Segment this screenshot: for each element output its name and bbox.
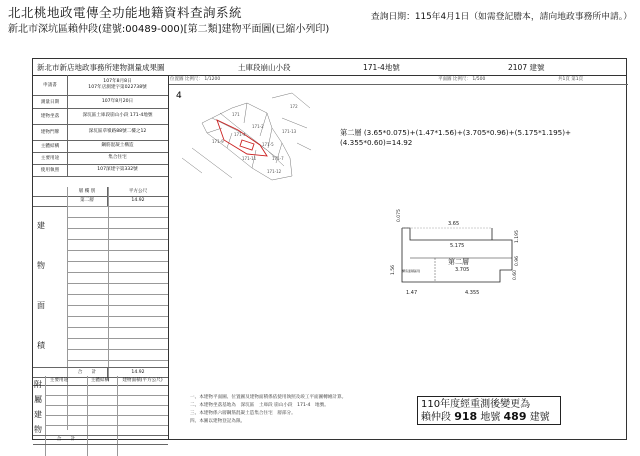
area-col-sqm: 平方公尺 bbox=[128, 188, 148, 194]
note-line: 二、本建物坐落基地為 深坑區 土庫段 崩山小段 171-4 地號。 bbox=[190, 403, 329, 408]
area-value: 14.92 bbox=[131, 198, 145, 203]
info-row bbox=[33, 164, 168, 177]
grid-line bbox=[67, 294, 168, 295]
grid-line bbox=[67, 239, 168, 240]
note-line: 三、本建物係六層鋼筋混凝土造集合住宅 層部分。 bbox=[190, 411, 296, 416]
sub-col-use: 主要用途 bbox=[49, 377, 69, 383]
parcel-label: 171-5 bbox=[262, 142, 274, 147]
change-line2-lot: 地號 bbox=[480, 412, 501, 423]
vertical-sub-char: 建 bbox=[34, 410, 42, 419]
floor-plan bbox=[380, 200, 540, 300]
location-scale: 位置圖 比例尺： 1/1200 bbox=[170, 77, 221, 82]
info-table bbox=[33, 75, 169, 442]
vertical-sub-char: 屬 bbox=[34, 395, 42, 404]
area-formula: 第二層 (3.65*0.075)+(1.47*1.56)+(3.705*0.96)+(5.175*1.195)+(4.355*0.60)=14.92 bbox=[340, 128, 572, 147]
info-row bbox=[33, 95, 168, 109]
grid-line bbox=[67, 261, 168, 262]
plan-floor-label: 第二層 bbox=[448, 258, 469, 266]
change-new-lot: 918 bbox=[454, 410, 478, 423]
info-row-value: 107深建字第332號 bbox=[97, 167, 138, 172]
grid-line bbox=[45, 395, 168, 396]
grid-line bbox=[67, 228, 168, 229]
info-row-label: 申請書 bbox=[33, 75, 68, 95]
change-notice-box bbox=[417, 396, 561, 425]
grid-line bbox=[67, 316, 168, 317]
parcel-label: 171-7 bbox=[272, 156, 284, 161]
info-row bbox=[33, 75, 168, 96]
page-subtitle: 新北市深坑區賴仲段(建號:00489-000)[第二類]建物平面圖(已縮小列印) bbox=[8, 24, 330, 35]
grid-line bbox=[67, 206, 168, 207]
total-label: 合 計 bbox=[67, 368, 108, 377]
info-row bbox=[33, 124, 168, 141]
plan-dimension: 1.195 bbox=[515, 230, 520, 243]
vertical-sub-char: 附 bbox=[34, 380, 42, 389]
plan-scale: 平面圖 比例尺： 1/500 bbox=[438, 77, 486, 82]
grid-line bbox=[67, 217, 168, 218]
grid-line bbox=[45, 405, 168, 406]
info-row-label: 測量日期 bbox=[33, 95, 68, 108]
grid-line bbox=[67, 360, 168, 361]
change-new-building: 489 bbox=[503, 410, 527, 423]
parcel-label: 171-13 bbox=[282, 129, 297, 134]
plan-dimension: 1.56 bbox=[391, 264, 396, 275]
grid-line bbox=[67, 283, 168, 284]
vertical-sub-char: 物 bbox=[34, 425, 42, 434]
parcel-label: 172 bbox=[290, 104, 298, 109]
info-row-label: 主要用途 bbox=[33, 152, 68, 164]
info-row-value: 鋼筋混凝土構造 bbox=[101, 143, 134, 148]
sub-total-row bbox=[33, 435, 168, 445]
scale-row bbox=[168, 75, 628, 85]
north-arrow-icon: 4 bbox=[176, 91, 182, 101]
note-line: 一、本建物平面圖、位置圖及建物面積係依使用執照及竣工平面圖轉繪計算。 bbox=[190, 395, 347, 400]
info-row-value: 深坑區土庫段崩山小段 171-4地號 bbox=[82, 113, 153, 118]
location-map bbox=[172, 88, 312, 188]
note-line: 四、本圖以建物登記為限。 bbox=[190, 419, 246, 424]
grid-line bbox=[45, 415, 168, 416]
grid-line bbox=[67, 305, 168, 306]
plan-dimension: 4.355 bbox=[465, 290, 480, 296]
total-value: 14.92 bbox=[131, 369, 145, 375]
parcel-label: 171-11 bbox=[242, 156, 257, 161]
info-row-label: 使用執照 bbox=[33, 164, 68, 176]
grid-line bbox=[67, 272, 168, 273]
sub-header-row bbox=[33, 376, 168, 386]
sheet-count: 共1頁 第1頁 bbox=[558, 77, 584, 82]
vertical-label-char: 面 bbox=[37, 301, 45, 310]
building-number: 2107 建號 bbox=[508, 63, 545, 72]
vertical-label-char: 積 bbox=[37, 341, 45, 350]
lot-number: 171-4地號 bbox=[363, 63, 400, 72]
plan-dimension: 0.075 bbox=[397, 209, 402, 222]
plan-dimension: 0.60 bbox=[513, 269, 518, 280]
info-row-label: 建物坐落 bbox=[33, 108, 68, 124]
info-row bbox=[33, 108, 168, 125]
plan-dimension: 0.96 bbox=[515, 255, 520, 266]
parcel-label: 171-4 bbox=[234, 132, 246, 137]
plan-dimension: 1.47 bbox=[406, 290, 418, 296]
sub-col-structure: 主體結構 bbox=[90, 377, 110, 383]
plan-small-label: 構造面積區別 bbox=[402, 269, 421, 273]
query-date: 查詢日期：115年4月1日（如需登記謄本，請向地政事務所申請。） bbox=[370, 12, 632, 22]
grid-line bbox=[67, 349, 168, 350]
parcel-label: 171-9 bbox=[212, 139, 224, 144]
plan-dimension: 3.65 bbox=[448, 221, 460, 227]
plan-dimension: 3.705 bbox=[455, 267, 470, 273]
sheet-header bbox=[33, 59, 626, 76]
area-col-floor: 層 樓 別 bbox=[67, 187, 108, 196]
vertical-label-char: 建 bbox=[37, 221, 45, 230]
info-row-label: 建物門牌 bbox=[33, 124, 68, 140]
plan-dimension: 5.175 bbox=[450, 243, 465, 249]
change-line1: 110年度經重測後變更為 bbox=[421, 399, 531, 410]
change-line2-prefix: 賴仲段 bbox=[421, 412, 451, 423]
notes-block bbox=[190, 394, 346, 426]
info-row-label: 主體結構 bbox=[33, 140, 68, 152]
grid-line bbox=[67, 250, 168, 251]
parcel-label: 171-12 bbox=[267, 169, 282, 174]
section-name: 土庫段崩山小段 bbox=[238, 63, 291, 72]
office-title: 新北市新店地政事務所建物測量成果圖 bbox=[37, 63, 165, 72]
info-row-value: 107年8月20日 bbox=[101, 98, 134, 104]
vertical-label-char: 物 bbox=[37, 261, 45, 270]
grid-line bbox=[67, 338, 168, 339]
grid-line bbox=[67, 327, 168, 328]
grid-line bbox=[45, 425, 168, 426]
change-line2-building: 建號 bbox=[529, 412, 550, 423]
info-row-value: 107年8月8日 107年店測建字第022738號 bbox=[88, 79, 147, 90]
page-title: 北北桃地政電傳全功能地籍資料查詢系統 bbox=[8, 5, 243, 20]
area-floor: 第二層 bbox=[67, 196, 108, 206]
parcel-label: 171 bbox=[232, 112, 240, 117]
sub-col-area: 建物面積(平方公尺) bbox=[122, 377, 163, 383]
parcel-label: 171-2 bbox=[252, 124, 264, 129]
info-row-value: 集合住宅 bbox=[108, 155, 127, 160]
info-row-value: 深坑區草嶺路88號二樓之12 bbox=[88, 129, 147, 134]
sub-total-label: 合 計 bbox=[56, 437, 76, 442]
